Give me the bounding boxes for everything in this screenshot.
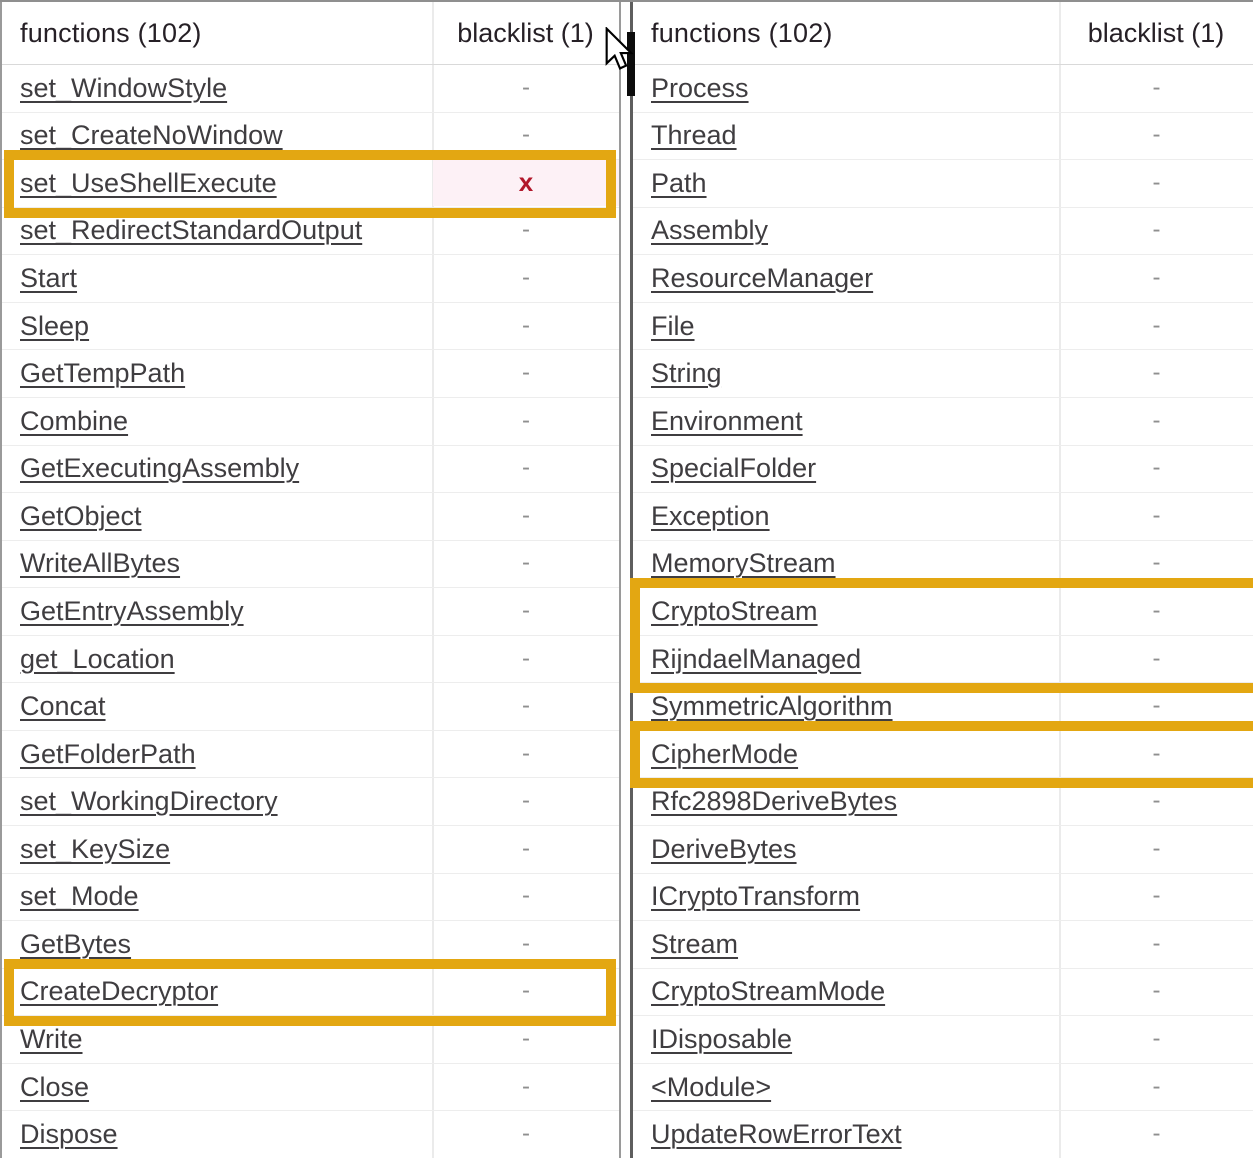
function-link[interactable]: Close: [20, 1071, 90, 1102]
blacklist-column-header: blacklist (1): [457, 17, 594, 48]
table-row: [2, 1064, 619, 1112]
function-link[interactable]: GetEntryAssembly: [20, 595, 244, 626]
blacklist-value: -: [1152, 739, 1161, 767]
blacklist-value: -: [522, 121, 530, 149]
table-rows: [633, 65, 1253, 1158]
table-row: [633, 398, 1253, 446]
blacklist-value: -: [522, 359, 530, 387]
blacklist-value: -: [1152, 501, 1161, 529]
table-row: [2, 1016, 619, 1064]
blacklist-value: -: [1152, 406, 1161, 434]
function-link[interactable]: CryptoStream: [651, 595, 818, 626]
function-link[interactable]: Write: [20, 1024, 83, 1055]
function-link[interactable]: set_CreateNoWindow: [20, 120, 283, 151]
functions-table-left: [0, 2, 621, 1158]
blacklist-value: -: [522, 739, 530, 767]
table-row: [633, 1064, 1253, 1112]
table-row: [633, 731, 1253, 779]
blacklist-value: -: [522, 311, 530, 339]
table-row: [2, 113, 619, 161]
function-link[interactable]: String: [651, 358, 722, 389]
blacklist-value: -: [522, 977, 530, 1005]
table-row: [633, 1016, 1253, 1064]
function-link[interactable]: <Module>: [651, 1071, 772, 1102]
blacklist-value: -: [1152, 454, 1161, 482]
blacklist-value: -: [522, 549, 530, 577]
table-row: [2, 731, 619, 779]
panel-seam-bar: [627, 32, 635, 96]
blacklist-value: -: [1152, 121, 1161, 149]
function-link[interactable]: GetFolderPath: [20, 738, 196, 769]
functions-table-right: [630, 2, 1253, 1158]
function-link[interactable]: GetObject: [20, 500, 142, 531]
table-row: [2, 683, 619, 731]
function-link[interactable]: CreateDecryptor: [20, 976, 219, 1007]
function-link[interactable]: RijndaelManaged: [651, 643, 862, 674]
table-row: [633, 969, 1253, 1017]
blacklist-value: -: [1152, 787, 1161, 815]
blacklist-value: -: [522, 1072, 530, 1100]
function-link[interactable]: File: [651, 310, 695, 341]
blacklist-value: -: [1152, 216, 1161, 244]
function-link[interactable]: Exception: [651, 500, 770, 531]
function-link[interactable]: Environment: [651, 405, 803, 436]
table-row: [2, 541, 619, 589]
table-header: [633, 2, 1253, 65]
blacklist-value: -: [522, 834, 530, 862]
function-link[interactable]: IDisposable: [651, 1024, 793, 1055]
table-row: [633, 350, 1253, 398]
function-link[interactable]: Combine: [20, 405, 129, 436]
function-link[interactable]: get_Location: [20, 643, 175, 674]
blacklist-value: -: [522, 216, 530, 244]
table-row: [633, 683, 1253, 731]
blacklist-value: -: [522, 454, 530, 482]
function-link[interactable]: SpecialFolder: [651, 453, 817, 484]
table-row: [2, 778, 619, 826]
function-link[interactable]: ICryptoTransform: [651, 881, 861, 912]
function-link[interactable]: GetExecutingAssembly: [20, 453, 300, 484]
table-row: [2, 446, 619, 494]
function-link[interactable]: CryptoStreamMode: [651, 976, 886, 1007]
function-link[interactable]: set_RedirectStandardOutput: [20, 215, 363, 246]
blacklist-value: -: [1152, 1025, 1161, 1053]
blacklist-value: -: [522, 406, 530, 434]
function-link[interactable]: MemoryStream: [651, 548, 836, 579]
blacklist-value: -: [1152, 882, 1161, 910]
function-link[interactable]: Concat: [20, 691, 106, 722]
blacklist-value: -: [1152, 596, 1161, 624]
table-row: [633, 160, 1253, 208]
functions-column-header: functions (102): [20, 17, 202, 48]
table-row: [2, 65, 619, 113]
table-row: [633, 874, 1253, 922]
function-link[interactable]: Thread: [651, 120, 737, 151]
table-row: [633, 921, 1253, 969]
table-row: [2, 1111, 619, 1158]
blacklist-value: -: [1152, 1072, 1161, 1100]
table-row: [633, 826, 1253, 874]
functions-column-header: functions (102): [651, 17, 833, 48]
blacklist-value: -: [1152, 929, 1161, 957]
function-link[interactable]: set_KeySize: [20, 833, 171, 864]
blacklist-value: -: [1152, 549, 1161, 577]
table-row: [2, 303, 619, 351]
function-link[interactable]: CipherMode: [651, 738, 799, 769]
blacklist-value: -: [522, 264, 530, 292]
table-row: [633, 1111, 1253, 1158]
table-row: [633, 541, 1253, 589]
table-row: [2, 969, 619, 1017]
function-link[interactable]: Path: [651, 167, 707, 198]
function-link[interactable]: set_WindowStyle: [20, 72, 228, 103]
blacklist-column-header: blacklist (1): [1087, 17, 1225, 48]
table-row: [633, 303, 1253, 351]
function-link[interactable]: Start: [20, 263, 78, 294]
function-link[interactable]: Stream: [651, 928, 739, 959]
table-row: [2, 921, 619, 969]
blacklist-value: -: [1152, 692, 1161, 720]
blacklist-value: -: [522, 1025, 530, 1053]
table-row: [2, 160, 619, 208]
table-row: [633, 493, 1253, 541]
blacklist-value: -: [522, 787, 530, 815]
blacklist-value: -: [522, 644, 530, 672]
function-link[interactable]: Dispose: [20, 1119, 118, 1150]
blacklist-value: -: [1152, 311, 1161, 339]
table-row: [633, 778, 1253, 826]
blacklist-value: -: [1152, 644, 1161, 672]
blacklist-value: -: [1152, 168, 1161, 196]
table-row: [633, 113, 1253, 161]
blacklist-value: -: [522, 929, 530, 957]
table-header: [2, 2, 619, 65]
table-row: [2, 208, 619, 256]
table-row: [2, 398, 619, 446]
table-row: [633, 208, 1253, 256]
function-link[interactable]: WriteAllBytes: [20, 548, 181, 579]
table-rows: [2, 65, 619, 1158]
blacklist-x-mark: x: [433, 160, 619, 206]
blacklist-value: -: [1152, 1120, 1161, 1148]
function-link[interactable]: SymmetricAlgorithm: [651, 691, 893, 722]
table-row: [2, 350, 619, 398]
blacklist-value: -: [522, 73, 530, 101]
table-row: [2, 493, 619, 541]
table-row: [633, 255, 1253, 303]
table-row: [2, 874, 619, 922]
blacklist-value: -: [1152, 359, 1161, 387]
table-row: [633, 65, 1253, 113]
table-row: [633, 636, 1253, 684]
function-link[interactable]: Process: [651, 72, 749, 103]
blacklist-value: -: [1152, 834, 1161, 862]
function-link[interactable]: Assembly: [651, 215, 769, 246]
table-row: [2, 255, 619, 303]
blacklist-value: -: [522, 501, 530, 529]
table-row: [633, 446, 1253, 494]
blacklist-value: -: [522, 882, 530, 910]
table-row: [2, 826, 619, 874]
function-link[interactable]: set_UseShellExecute: [20, 167, 277, 198]
table-row: [633, 588, 1253, 636]
blacklist-value: -: [522, 692, 530, 720]
function-link[interactable]: GetBytes: [20, 928, 132, 959]
blacklist-value: -: [1152, 264, 1161, 292]
function-link[interactable]: DeriveBytes: [651, 833, 797, 864]
function-link[interactable]: ResourceManager: [651, 263, 874, 294]
function-link[interactable]: set_WorkingDirectory: [20, 786, 278, 817]
blacklist-value: -: [522, 596, 530, 624]
table-row: [2, 588, 619, 636]
blacklist-value: -: [522, 1120, 530, 1148]
function-link[interactable]: UpdateRowErrorText: [651, 1119, 902, 1150]
blacklist-value: -: [1152, 73, 1161, 101]
function-link[interactable]: Sleep: [20, 310, 90, 341]
table-row: [2, 636, 619, 684]
function-link[interactable]: GetTempPath: [20, 358, 186, 389]
blacklist-value: -: [1152, 977, 1161, 1005]
function-link[interactable]: Rfc2898DeriveBytes: [651, 786, 898, 817]
function-link[interactable]: set_Mode: [20, 881, 139, 912]
